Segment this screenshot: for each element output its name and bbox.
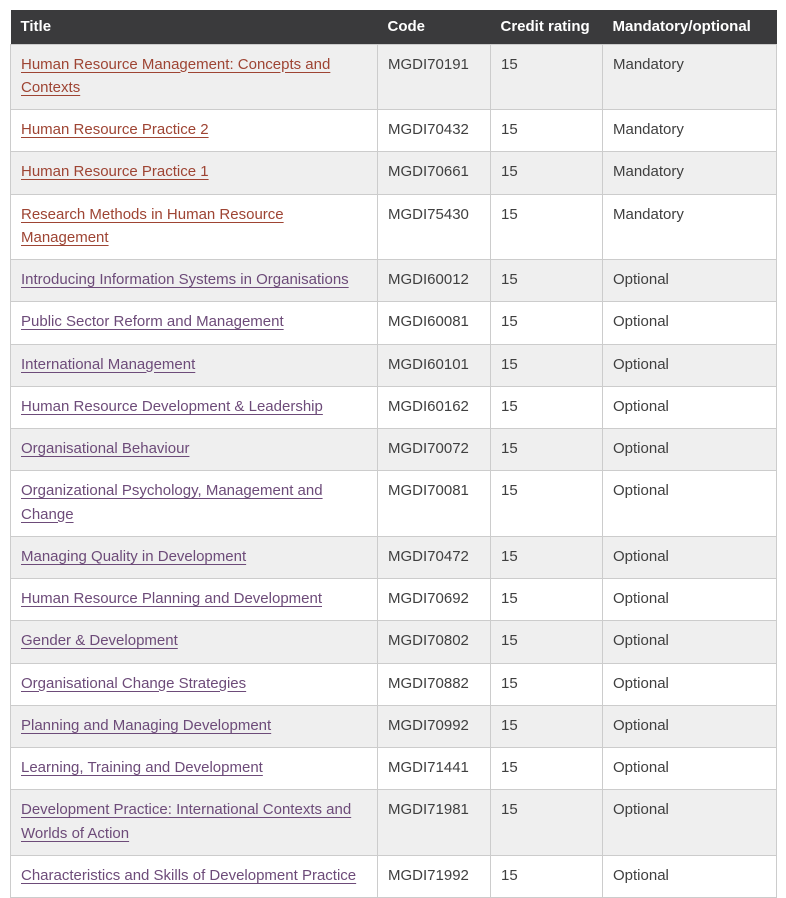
credit-rating-cell: 15: [491, 194, 603, 260]
mandatory-optional-cell: Mandatory: [603, 110, 777, 152]
module-title-cell: [11, 579, 378, 621]
mandatory-optional-cell: Optional: [603, 471, 777, 537]
module-code-cell: MGDI70081: [378, 471, 491, 537]
mandatory-optional-cell: Optional: [603, 748, 777, 790]
module-link[interactable]: Human Resource Management: Concepts and Contexts: [21, 55, 331, 96]
credit-rating-cell: 15: [491, 471, 603, 537]
module-title-cell: [11, 429, 378, 471]
credit-rating-cell: 15: [491, 152, 603, 194]
credit-rating-cell: 15: [491, 386, 603, 428]
module-link[interactable]: Learning, Training and Development: [21, 759, 263, 776]
module-code-cell: MGDI71441: [378, 748, 491, 790]
table-row: [11, 579, 777, 621]
module-code-cell: MGDI70072: [378, 429, 491, 471]
table-row: [11, 302, 777, 344]
module-code-cell: MGDI60081: [378, 302, 491, 344]
module-code-cell: MGDI71981: [378, 790, 491, 856]
module-code-cell: MGDI60012: [378, 260, 491, 302]
module-title-cell: [11, 44, 378, 110]
module-title-cell: [11, 152, 378, 194]
module-code-cell: MGDI60162: [378, 386, 491, 428]
mandatory-optional-cell: Optional: [603, 344, 777, 386]
module-link[interactable]: Human Resource Practice 2: [21, 121, 209, 138]
table-row: [11, 471, 777, 537]
credit-rating-cell: 15: [491, 855, 603, 897]
mandatory-optional-cell: Optional: [603, 855, 777, 897]
modules-table: [10, 10, 777, 898]
module-code-cell: MGDI60101: [378, 344, 491, 386]
credit-rating-cell: 15: [491, 621, 603, 663]
table-row: [11, 152, 777, 194]
mandatory-optional-cell: Mandatory: [603, 152, 777, 194]
mandatory-optional-cell: Optional: [603, 705, 777, 747]
module-link[interactable]: Introducing Information Systems in Organisations: [21, 271, 349, 288]
module-code-cell: MGDI70661: [378, 152, 491, 194]
module-link[interactable]: Organizational Psychology, Management and Change: [21, 482, 323, 523]
module-link[interactable]: Organisational Behaviour: [21, 440, 190, 457]
table-row: [11, 110, 777, 152]
module-title-cell: [11, 663, 378, 705]
table-row: [11, 344, 777, 386]
mandatory-optional-cell: Optional: [603, 260, 777, 302]
module-code-cell: MGDI70191: [378, 44, 491, 110]
credit-rating-cell: 15: [491, 705, 603, 747]
mandatory-optional-cell: Mandatory: [603, 194, 777, 260]
module-title-cell: [11, 705, 378, 747]
credit-rating-cell: 15: [491, 790, 603, 856]
module-title-cell: [11, 260, 378, 302]
credit-rating-cell: 15: [491, 429, 603, 471]
table-row: [11, 194, 777, 260]
column-header-mandatory-optional: Mandatory/optional: [603, 10, 777, 44]
credit-rating-cell: 15: [491, 260, 603, 302]
credit-rating-cell: 15: [491, 44, 603, 110]
module-code-cell: MGDI75430: [378, 194, 491, 260]
module-link[interactable]: Human Resource Planning and Development: [21, 590, 323, 607]
credit-rating-cell: 15: [491, 663, 603, 705]
module-link[interactable]: Managing Quality in Development: [21, 547, 247, 565]
module-title-cell: [11, 621, 378, 663]
module-title-cell: [11, 110, 378, 152]
table-header: [11, 10, 777, 44]
table-row: [11, 386, 777, 428]
table-row: [11, 44, 777, 110]
module-code-cell: MGDI70802: [378, 621, 491, 663]
credit-rating-cell: 15: [491, 536, 603, 578]
module-code-cell: MGDI71992: [378, 855, 491, 897]
module-code-cell: MGDI70472: [378, 536, 491, 578]
mandatory-optional-cell: Optional: [603, 302, 777, 344]
table-row: [11, 748, 777, 790]
module-link[interactable]: Organisational Change Strategies: [21, 674, 247, 692]
credit-rating-cell: 15: [491, 110, 603, 152]
module-link[interactable]: Research Methods in Human Resource Management: [21, 205, 284, 246]
table-row: [11, 536, 777, 578]
column-header-code: Code: [378, 10, 491, 44]
column-header-credit-rating: Credit rating: [491, 10, 603, 44]
table-row: [11, 429, 777, 471]
table-row: [11, 663, 777, 705]
table-row: [11, 705, 777, 747]
module-link[interactable]: Human Resource Development & Leadership: [21, 397, 323, 415]
credit-rating-cell: 15: [491, 748, 603, 790]
module-link[interactable]: Planning and Managing Development: [21, 716, 272, 734]
table-body: [11, 44, 777, 898]
module-link[interactable]: International Management: [21, 355, 196, 373]
module-title-cell: [11, 302, 378, 344]
module-code-cell: MGDI70432: [378, 110, 491, 152]
module-title-cell: [11, 386, 378, 428]
module-link[interactable]: Human Resource Practice 1: [21, 163, 209, 181]
module-title-cell: [11, 471, 378, 537]
module-title-cell: [11, 344, 378, 386]
mandatory-optional-cell: Optional: [603, 579, 777, 621]
mandatory-optional-cell: Optional: [603, 663, 777, 705]
module-title-cell: [11, 194, 378, 260]
module-link[interactable]: Development Practice: International Contexts and Worlds of Action: [21, 801, 352, 842]
mandatory-optional-cell: Optional: [603, 790, 777, 856]
mandatory-optional-cell: Mandatory: [603, 44, 777, 110]
module-code-cell: MGDI70882: [378, 663, 491, 705]
table-row: [11, 260, 777, 302]
module-title-cell: [11, 536, 378, 578]
header-row: [11, 10, 777, 44]
module-link[interactable]: Characteristics and Skills of Development Practice: [21, 866, 357, 884]
table-row: [11, 790, 777, 856]
module-title-cell: [11, 748, 378, 790]
module-code-cell: MGDI70992: [378, 705, 491, 747]
mandatory-optional-cell: Optional: [603, 536, 777, 578]
module-link[interactable]: Gender & Development: [21, 632, 178, 650]
table-row: [11, 621, 777, 663]
mandatory-optional-cell: Optional: [603, 386, 777, 428]
mandatory-optional-cell: Optional: [603, 429, 777, 471]
module-title-cell: [11, 855, 378, 897]
module-link[interactable]: Public Sector Reform and Management: [21, 313, 284, 331]
column-header-title: Title: [11, 10, 378, 44]
module-code-cell: MGDI70692: [378, 579, 491, 621]
credit-rating-cell: 15: [491, 579, 603, 621]
credit-rating-cell: 15: [491, 302, 603, 344]
table-row: [11, 855, 777, 897]
module-title-cell: [11, 790, 378, 856]
credit-rating-cell: 15: [491, 344, 603, 386]
mandatory-optional-cell: Optional: [603, 621, 777, 663]
